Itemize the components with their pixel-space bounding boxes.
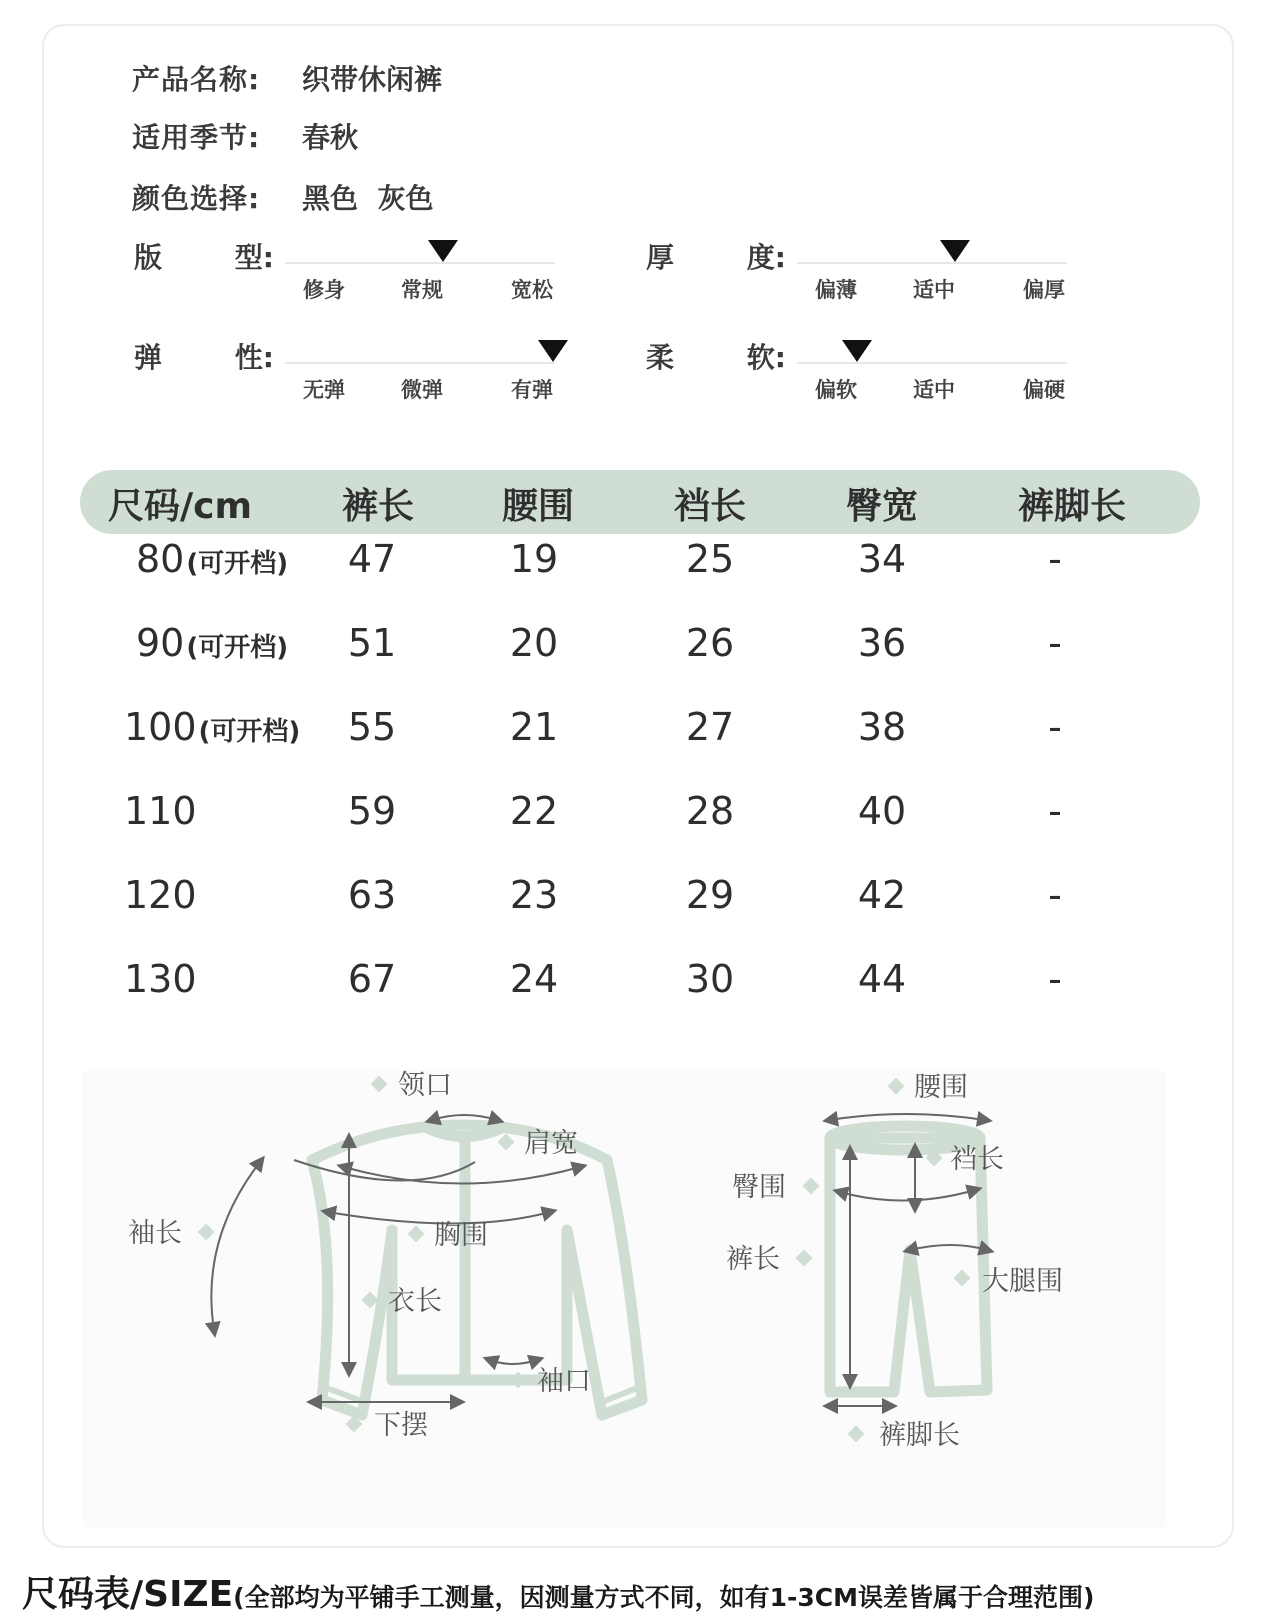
thickness-label-char: 度:: [746, 241, 786, 274]
size-cell: [124, 705, 300, 749]
size-cell: [124, 789, 197, 833]
measurement-cell: 38: [857, 705, 907, 749]
table-header-cell: 裆长: [673, 486, 747, 527]
size-cell: [136, 621, 288, 665]
size-value: 110: [124, 789, 197, 833]
elasticity-label-char: 弹: [134, 341, 163, 374]
fit-option: 修身: [303, 278, 345, 302]
measurement-cell: 36: [857, 621, 907, 665]
elasticity-option: 无弹: [303, 378, 345, 402]
measurement-cell: 51: [347, 621, 397, 665]
fit-label: [134, 236, 274, 276]
label-leg-opening: 裤脚长: [879, 1420, 960, 1451]
thickness-option: 适中: [913, 278, 955, 302]
softness-marker-icon: [842, 340, 872, 362]
fit-track: [285, 262, 555, 264]
table-header-cell: 尺码/cm: [107, 486, 253, 527]
table-row: [0, 957, 1280, 1027]
footer-note: (全部均为平铺手工测量，因测量方式不同，如有1-3CM误差皆属于合理范围): [233, 1583, 1095, 1612]
label-shoulder: 肩宽: [524, 1128, 578, 1159]
label-chest: 胸围: [434, 1220, 488, 1251]
fit-scale: [285, 240, 555, 310]
size-cell: [136, 537, 288, 581]
size-value: 130: [124, 957, 197, 1001]
softness-label-char: 软:: [746, 341, 786, 374]
product-name-value: 织带休闲裤: [302, 63, 443, 96]
elasticity-label: [134, 336, 274, 376]
elasticity-option: 微弹: [401, 378, 443, 402]
measurement-cell: 59: [347, 789, 397, 833]
thickness-marker-icon: [940, 240, 970, 262]
measurement-cell: 29: [685, 873, 735, 917]
measurement-cell: -: [1048, 957, 1062, 1001]
size-value: 90: [136, 621, 185, 665]
label-crotch: 裆长: [950, 1144, 1004, 1175]
label-waist: 腰围: [914, 1072, 968, 1103]
softness-option: 适中: [913, 378, 955, 402]
size-value: 80: [136, 537, 185, 581]
softness-option: 偏软: [815, 378, 857, 402]
elasticity-track: [285, 362, 555, 364]
elasticity-marker-icon: [538, 340, 568, 362]
measurement-cell: 44: [857, 957, 907, 1001]
footer-title: 尺码表/SIZE: [22, 1574, 234, 1615]
measurement-cell: -: [1048, 537, 1062, 581]
label-sleeve-length: 袖长: [128, 1218, 182, 1249]
measurement-cell: 30: [685, 957, 735, 1001]
elasticity-option: 有弹: [511, 378, 553, 402]
measurement-cell: -: [1048, 705, 1062, 749]
color-value: 黑色 灰色: [302, 182, 434, 215]
elasticity-label-char: 性:: [234, 341, 274, 374]
label-cuff: 袖口: [537, 1366, 591, 1397]
table-row: [0, 873, 1280, 943]
measurement-cell: 19: [509, 537, 559, 581]
measurement-cell: 25: [685, 537, 735, 581]
measurement-cell: -: [1048, 789, 1062, 833]
thickness-label-char: 厚: [646, 241, 675, 274]
size-note: (可开档): [186, 549, 289, 579]
softness-label: [646, 336, 786, 376]
season-label: 适用季节:: [132, 121, 261, 154]
fit-marker-icon: [428, 240, 458, 262]
table-row: [0, 789, 1280, 859]
measurement-cell: 42: [857, 873, 907, 917]
jacket-outline: [312, 1125, 642, 1415]
measurement-cell: 34: [857, 537, 907, 581]
table-header-cell: 臀宽: [845, 486, 919, 527]
measurement-cell: 21: [509, 705, 559, 749]
thickness-label: [646, 236, 786, 276]
table-row: [0, 621, 1280, 691]
measurement-cell: 47: [347, 537, 397, 581]
measurement-cell: 22: [509, 789, 559, 833]
measurement-cell: 40: [857, 789, 907, 833]
fit-option: 常规: [401, 278, 443, 302]
table-header-cell: 裤长: [341, 486, 415, 527]
label-pants-length: 裤长: [726, 1244, 780, 1275]
table-header-cell: 腰围: [501, 486, 575, 527]
elasticity-scale: [285, 340, 555, 410]
softness-label-char: 柔: [646, 341, 675, 374]
size-value: 100: [124, 705, 197, 749]
measurement-cell: 20: [509, 621, 559, 665]
label-thigh: 大腿围: [982, 1266, 1063, 1297]
label-body-length: 衣长: [388, 1286, 442, 1317]
label-hip: 臀围: [732, 1172, 786, 1203]
measurement-cell: 28: [685, 789, 735, 833]
measurement-cell: 55: [347, 705, 397, 749]
table-header-cell: 裤脚长: [1017, 486, 1127, 527]
fit-label-char: 型:: [234, 241, 274, 274]
thickness-scale: [797, 240, 1067, 310]
fit-option: 宽松: [511, 278, 553, 302]
measurement-cell: 63: [347, 873, 397, 917]
label-collar: 领口: [398, 1070, 452, 1101]
softness-option: 偏硬: [1023, 378, 1065, 402]
season-value: 春秋: [302, 121, 359, 154]
measurement-cell: 26: [685, 621, 735, 665]
garment-diagram-svg: [82, 1070, 1167, 1528]
size-note: (可开档): [198, 717, 301, 747]
thickness-option: 偏厚: [1023, 278, 1065, 302]
label-hem: 下摆: [374, 1410, 428, 1441]
thickness-option: 偏薄: [815, 278, 857, 302]
size-note: (可开档): [186, 633, 289, 663]
product-name-label: 产品名称:: [132, 63, 261, 96]
size-cell: [124, 957, 197, 1001]
measurement-cell: 24: [509, 957, 559, 1001]
softness-track: [797, 362, 1067, 364]
softness-scale: [797, 340, 1067, 410]
fit-label-char: 版: [134, 241, 163, 274]
measurement-cell: 67: [347, 957, 397, 1001]
size-cell: [124, 873, 197, 917]
table-row: [0, 705, 1280, 775]
measurement-diagram: [82, 1070, 1167, 1528]
measurement-cell: -: [1048, 873, 1062, 917]
size-value: 120: [124, 873, 197, 917]
thickness-track: [797, 262, 1067, 264]
measurement-cell: -: [1048, 621, 1062, 665]
size-footer: [22, 1566, 1094, 1617]
table-row: [0, 537, 1280, 607]
measurement-cell: 27: [685, 705, 735, 749]
measurement-cell: 23: [509, 873, 559, 917]
color-label: 颜色选择:: [132, 182, 261, 215]
